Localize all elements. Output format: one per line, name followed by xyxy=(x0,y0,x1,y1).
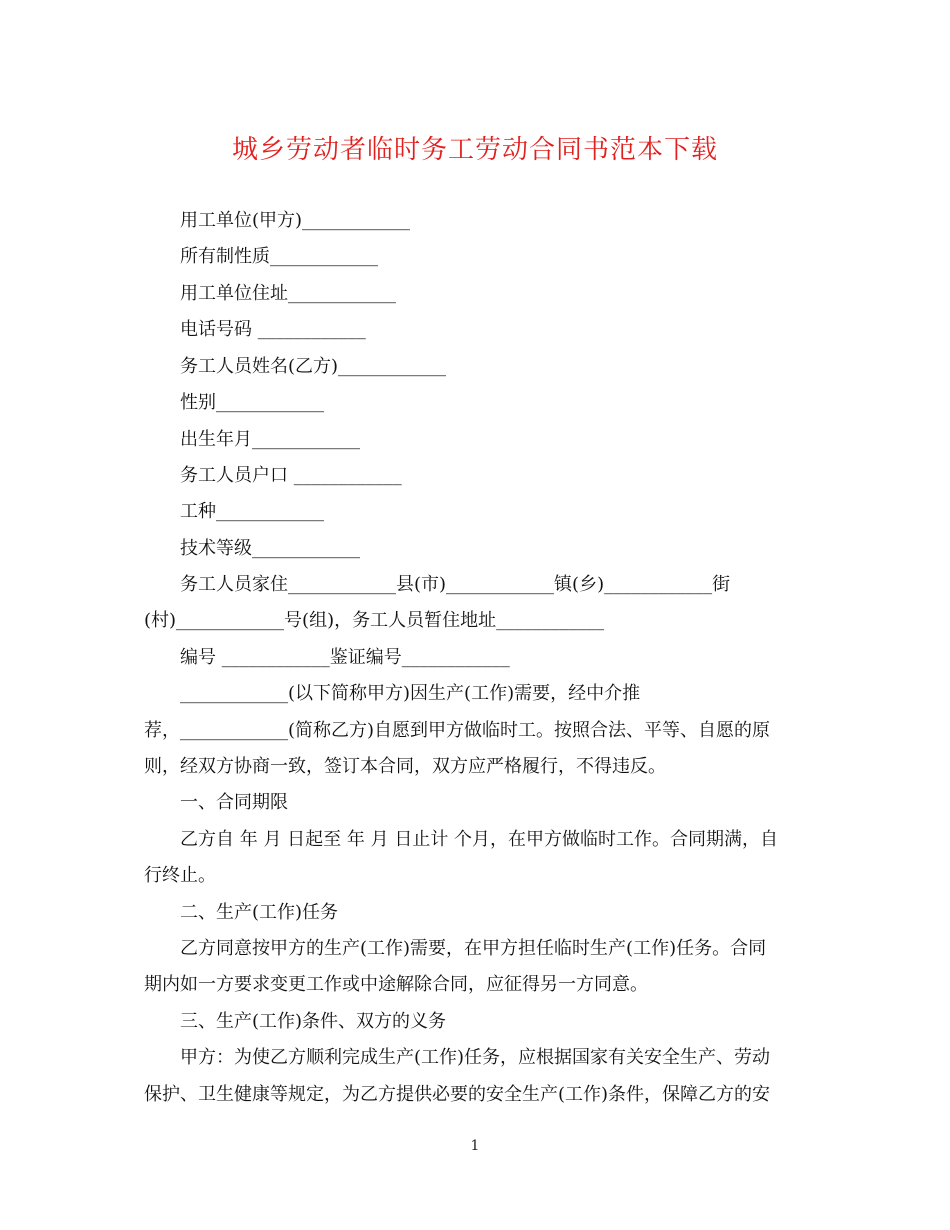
document-title: 城乡劳动者临时务工劳动合同书范本下载 xyxy=(231,135,718,165)
field-household-registration: 务工人员户口 ____________ xyxy=(180,465,402,486)
paragraph-contract-term-line-1: 乙方自 年 月 日起至 年 月 日止计 个月，在甲方做临时工作。合同期满，自 xyxy=(180,829,779,850)
field-home-address: 务工人员家住____________县(市)____________镇(乡)____________街 xyxy=(180,574,731,595)
section-heading-contract-term: 一、合同期限 xyxy=(180,792,288,813)
field-serial-numbers: 编号 ____________鉴证编号____________ xyxy=(180,647,510,668)
field-home-address-continued: (村)____________号(组)，务工人员暂住地址____________ xyxy=(144,610,605,631)
field-employer: 用工单位(甲方)____________ xyxy=(180,210,411,231)
paragraph-work-task-line-1: 乙方同意按甲方的生产(工作)需要，在甲方担任临时生产(工作)任务。合同 xyxy=(180,938,767,959)
paragraph-work-task-line-2: 期内如一方要求变更工作或中途解除合同，应征得另一方同意。 xyxy=(144,974,648,995)
paragraph-intro-line-2: 荐，____________(简称乙方)自愿到甲方做临时工。按照合法、平等、自愿的原 xyxy=(144,720,771,741)
field-phone-number: 电话号码 ____________ xyxy=(180,319,366,340)
paragraph-party-a-obligations-line-2: 保护、卫生健康等规定，为乙方提供必要的安全生产(工作)条件，保障乙方的安 xyxy=(144,1084,771,1105)
field-skill-level: 技术等级____________ xyxy=(180,538,360,559)
field-job-type: 工种____________ xyxy=(180,501,324,522)
field-employer-address: 用工单位住址____________ xyxy=(180,283,396,304)
page-number: 1 xyxy=(470,1138,480,1154)
field-gender: 性别____________ xyxy=(180,392,324,413)
paragraph-party-a-obligations-line-1: 甲方：为使乙方顺利完成生产(工作)任务，应根据国家有关安全生产、劳动 xyxy=(180,1047,771,1068)
section-heading-work-task: 二、生产(工作)任务 xyxy=(180,902,339,923)
field-birth-date: 出生年月____________ xyxy=(180,429,360,450)
field-worker-name: 务工人员姓名(乙方)____________ xyxy=(180,356,447,377)
section-heading-work-conditions: 三、生产(工作)条件、双方的义务 xyxy=(180,1011,447,1032)
paragraph-intro-line-3: 则，经双方协商一致，签订本合同，双方应严格履行，不得违反。 xyxy=(144,756,666,777)
paragraph-intro-line-1: ____________(以下简称甲方)因生产(工作)需要，经中介推 xyxy=(180,683,641,704)
field-ownership-type: 所有制性质____________ xyxy=(180,246,378,267)
paragraph-contract-term-line-2: 行终止。 xyxy=(144,865,216,886)
